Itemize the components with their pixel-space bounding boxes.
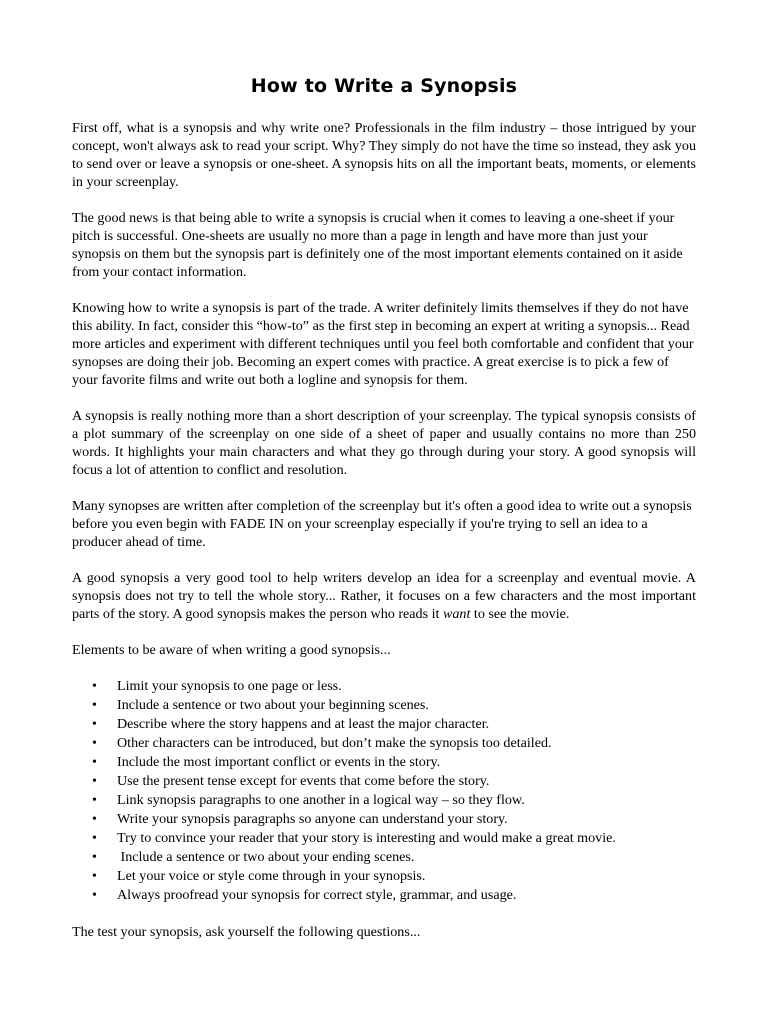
paragraph-closing: The test your synopsis, ask yourself the following questions... [72, 924, 421, 940]
bullet-icon: • [92, 735, 97, 751]
list-item-text: Let your voice or style come through in your synopsis. [117, 868, 426, 884]
bullet-icon: • [92, 754, 97, 770]
list-item [72, 753, 696, 772]
list-item-text: Try to convince your reader that your story is interesting and would make a great movie. [117, 830, 616, 846]
list-item-text: Describe where the story happens and at least the major character. [117, 716, 490, 732]
bullet-icon: • [92, 811, 97, 827]
paragraph-good-synopsis [72, 569, 696, 623]
list-item-text: Use the present tense except for events that come before the story. [117, 773, 490, 789]
bullet-icon: • [92, 678, 97, 694]
elements-list [72, 677, 696, 905]
emphasis-want: want [442, 606, 471, 622]
list-item [72, 867, 696, 886]
list-item [72, 829, 696, 848]
bullet-icon: • [92, 887, 97, 903]
bullet-icon: • [92, 697, 97, 713]
paragraph-good-news: The good news is that being able to write a synopsis is crucial when it comes to leaving a one-sheet if your pitch is successful. One-sheets are usually no more than a page in length and have more than just your synopsis on them but the synopsis part is definitely one of the most important elements contained on it aside from your contact information. [72, 210, 683, 280]
list-item-text: Write your synopsis paragraphs so anyone can understand your story. [117, 811, 508, 827]
list-item [72, 791, 696, 810]
paragraph-definition: A synopsis is really nothing more than a short description of your screenplay. The typical synopsis consists of a plot summary of the screenplay on one side of a sheet of paper and usually contains no more than 250 words. It highlights your main characters and what they go through during your story. A good synopsis will focus a lot of attention to conflict and resolution. [72, 408, 696, 478]
bullet-icon: • [92, 849, 97, 865]
list-item [72, 696, 696, 715]
bullet-icon: • [92, 868, 97, 884]
list-item-text: Always proofread your synopsis for correct style, grammar, and usage. [117, 887, 517, 903]
paragraph-good-synopsis-end: to see the movie. [470, 606, 570, 622]
paragraph-good-synopsis-text: A good synopsis a very good tool to help writers develop an idea for a screenplay and eventual movie. A synopsis does not try to tell the whole story... Rather, it focuses on a few characters and the most important parts of the story. A good synopsis makes the person who reads it [72, 570, 696, 622]
bullet-icon: • [92, 792, 97, 808]
list-item [72, 772, 696, 791]
elements-intro: Elements to be aware of when writing a good synopsis... [72, 642, 391, 658]
paragraph-knowing-how: Knowing how to write a synopsis is part of the trade. A writer definitely limits themselves if they do not have this ability. In fact, consider this “how-to” as the first step in becoming an expert at writing a synopsis... Read more articles and experiment with different techniques until you feel both comfortable and confident that your synopses are doing their job. Becoming an expert comes with practice. A great exercise is to pick a few of your favorite films and write out both a logline and synopsis for them. [72, 300, 694, 388]
list-item [72, 810, 696, 829]
page-title: How to Write a Synopsis [250, 75, 518, 97]
bullet-icon: • [92, 773, 97, 789]
bullet-icon: • [92, 716, 97, 732]
list-item [72, 677, 696, 696]
paragraph-timing: Many synopses are written after completion of the screenplay but it's often a good idea to write out a synopsis before you even begin with FADE IN on your screenplay especially if you're trying to sell an idea to a producer ahead of time. [72, 498, 692, 550]
list-item-text: Link synopsis paragraphs to one another in a logical way – so they flow. [117, 792, 525, 808]
bullet-icon: • [92, 830, 97, 846]
list-item-text: Limit your synopsis to one page or less. [117, 678, 342, 694]
list-item-text: Include the most important conflict or events in the story. [117, 754, 441, 770]
list-item [72, 715, 696, 734]
list-item-text: Other characters can be introduced, but don’t make the synopsis too detailed. [117, 735, 552, 751]
list-item [72, 886, 696, 905]
paragraph-intro: First off, what is a synopsis and why write one? Professionals in the film industry – those intrigued by your concept, won't always ask to read your script. Why? They simply do not have the time so instead, they ask you to send over or leave a synopsis or one-sheet. A synopsis hits on all the important beats, moments, or elements in your screenplay. [72, 120, 696, 190]
list-item [72, 848, 696, 867]
list-item [72, 734, 696, 753]
list-item-text: Include a sentence or two about your beginning scenes. [117, 697, 429, 713]
list-item-text: Include a sentence or two about your ending scenes. [117, 849, 415, 865]
